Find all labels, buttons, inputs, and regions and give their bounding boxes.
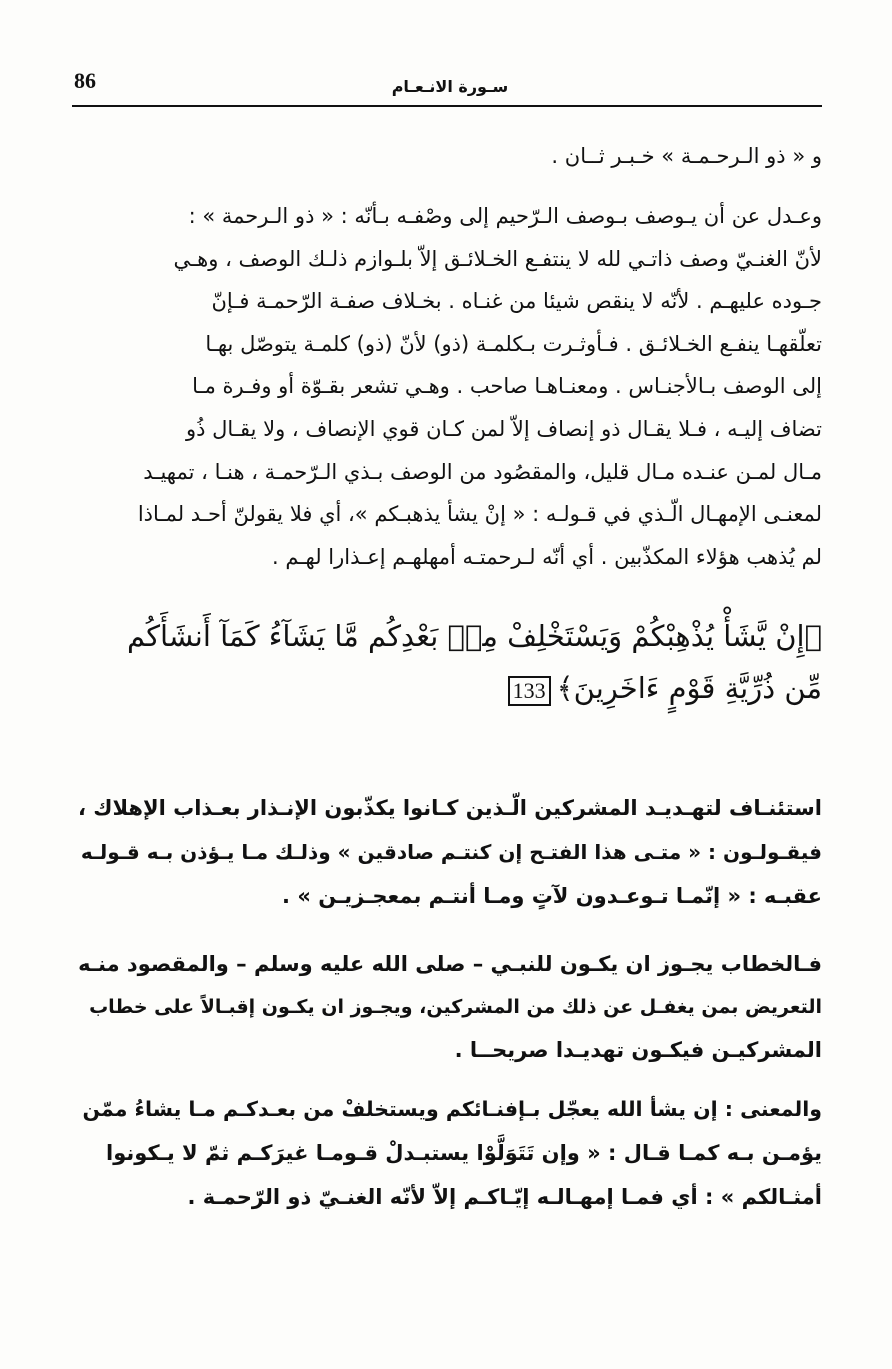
text-line: التعريض بمن يغفـل عن ذلك من المشركين، ويجـوز ان يكـون إقبـالاً على خطاب bbox=[89, 996, 822, 1018]
text-line: أمثـالكم » : أي فمـا إمهـالـه إيّـاكـم إلاّ لأنّه الغنـيّ ذو الرّحمـة . bbox=[187, 1185, 822, 1209]
quran-verse bbox=[72, 610, 822, 714]
text-line: تضاف إليـه ، فـلا يقـال ذو إنصاف إلاّ لمن كـان قوي الإنصاف ، ولا يقـال ذُو bbox=[186, 416, 822, 441]
running-title: سـورة الانـعـام bbox=[391, 77, 509, 96]
paragraph-3 bbox=[72, 786, 822, 918]
verse-line-text: مِّن ذُرِّيَّةِ قَوْمٍ ءَاخَرِينَ﴾ bbox=[556, 671, 822, 705]
text-line: لم يُذهب هؤلاء المكذّبين . أي أنّه لـرحمتـه أمهلهـم إعـذارا لهـم . bbox=[272, 544, 822, 569]
paragraph-4 bbox=[72, 943, 822, 1072]
text-line: عقبـه : « إنّمـا تـوعـدون لآتٍ ومـا أنتـم بمعجـزيـن » . bbox=[282, 884, 822, 908]
text-line: مـال لمـن عنـده مـال قليل، والمقصُود من الوصف بـذي الـرّحمـة ، هنـا ، تمهيـد bbox=[143, 459, 822, 484]
text-line: فيقـولـون : « متـى هذا الفتـح إن كنتـم صادقين » وذلـك مـا يـؤذن بـه قـولـه bbox=[80, 840, 822, 864]
text-line: يؤمـن بـه كمـا قـال : « وإن تَتَوَلَّوْا يستبـدلْ قـومـا غيرَكـم ثمّ لا يـكونوا bbox=[106, 1141, 822, 1165]
text-line: والمعنى : إن يشأ الله يعجّل بـإفنـائكم ويستخلفْ من بعـدكـم مـا يشاءُ ممّن bbox=[82, 1097, 822, 1121]
page-number: 86 bbox=[74, 68, 96, 93]
text-line: تعلّقهـا ينفـع الخـلائـق . فـأوثـرت بـكلمـة (ذو) لأنّ (ذو) كلمـة يتوصّل بهـا bbox=[205, 331, 822, 356]
text-line: المشركيـن فيكـون تهديـدا صريحــا . bbox=[454, 1038, 822, 1062]
text-line: و « ذو الـرحـمـة » خـبـر ثــان . bbox=[551, 144, 822, 168]
text-line: إلى الوصف بـالأجنـاس . ومعنـاهـا صاحب . وهـي تشعر بقـوّة أو وفـرة مـا bbox=[192, 374, 822, 399]
paragraph-5 bbox=[72, 1087, 822, 1219]
text-line: جـوده عليهـم . لأنّه لا ينقص شيئا من غنـاه . بخـلاف صفـة الرّحمـة فـإنّ bbox=[211, 289, 822, 314]
verse-line: ﴿إِنْ يَّشَأْ يُذْهِبْكُمْ وَيَسْتَخْلِفْ مِنۢ بَعْدِكُم مَّا يَشَآءُ كَمَآ أَنشَأَكُم bbox=[126, 619, 822, 653]
paragraph-2 bbox=[72, 195, 822, 578]
text-line: لمعنـى الإمهـال الّـذي في قـولـه : « إنْ يشأ يذهبـكم »، أي فلا يقولنّ أحـد لمـاذا bbox=[137, 502, 822, 527]
text-line: استئنـاف لتهـديـد المشركين الّـذين كـانوا يكذّبون الإنـذار بعـذاب الإهلاك ، bbox=[77, 796, 822, 820]
paragraph-1 bbox=[72, 136, 822, 176]
verse-line-last bbox=[72, 662, 822, 714]
text-line: لأنّ الغنـيّ وصف ذاتـي لله لا ينتفـع الخـلائـق إلاّ بلـوازم ذلـك الوصف ، وهـي bbox=[173, 246, 822, 271]
header-rule bbox=[72, 105, 822, 107]
text-line: فـالخطاب يجـوز ان يكـون للنبـي – صلى الله عليه وسلم – والمقصود منـه bbox=[78, 952, 822, 976]
text-line: وعـدل عن أن يـوصف بـوصف الـرّحيم إلى وصْفـه بـأنّه : « ذو الـرحمة » : bbox=[188, 204, 822, 228]
verse-number: 133 bbox=[508, 676, 551, 706]
